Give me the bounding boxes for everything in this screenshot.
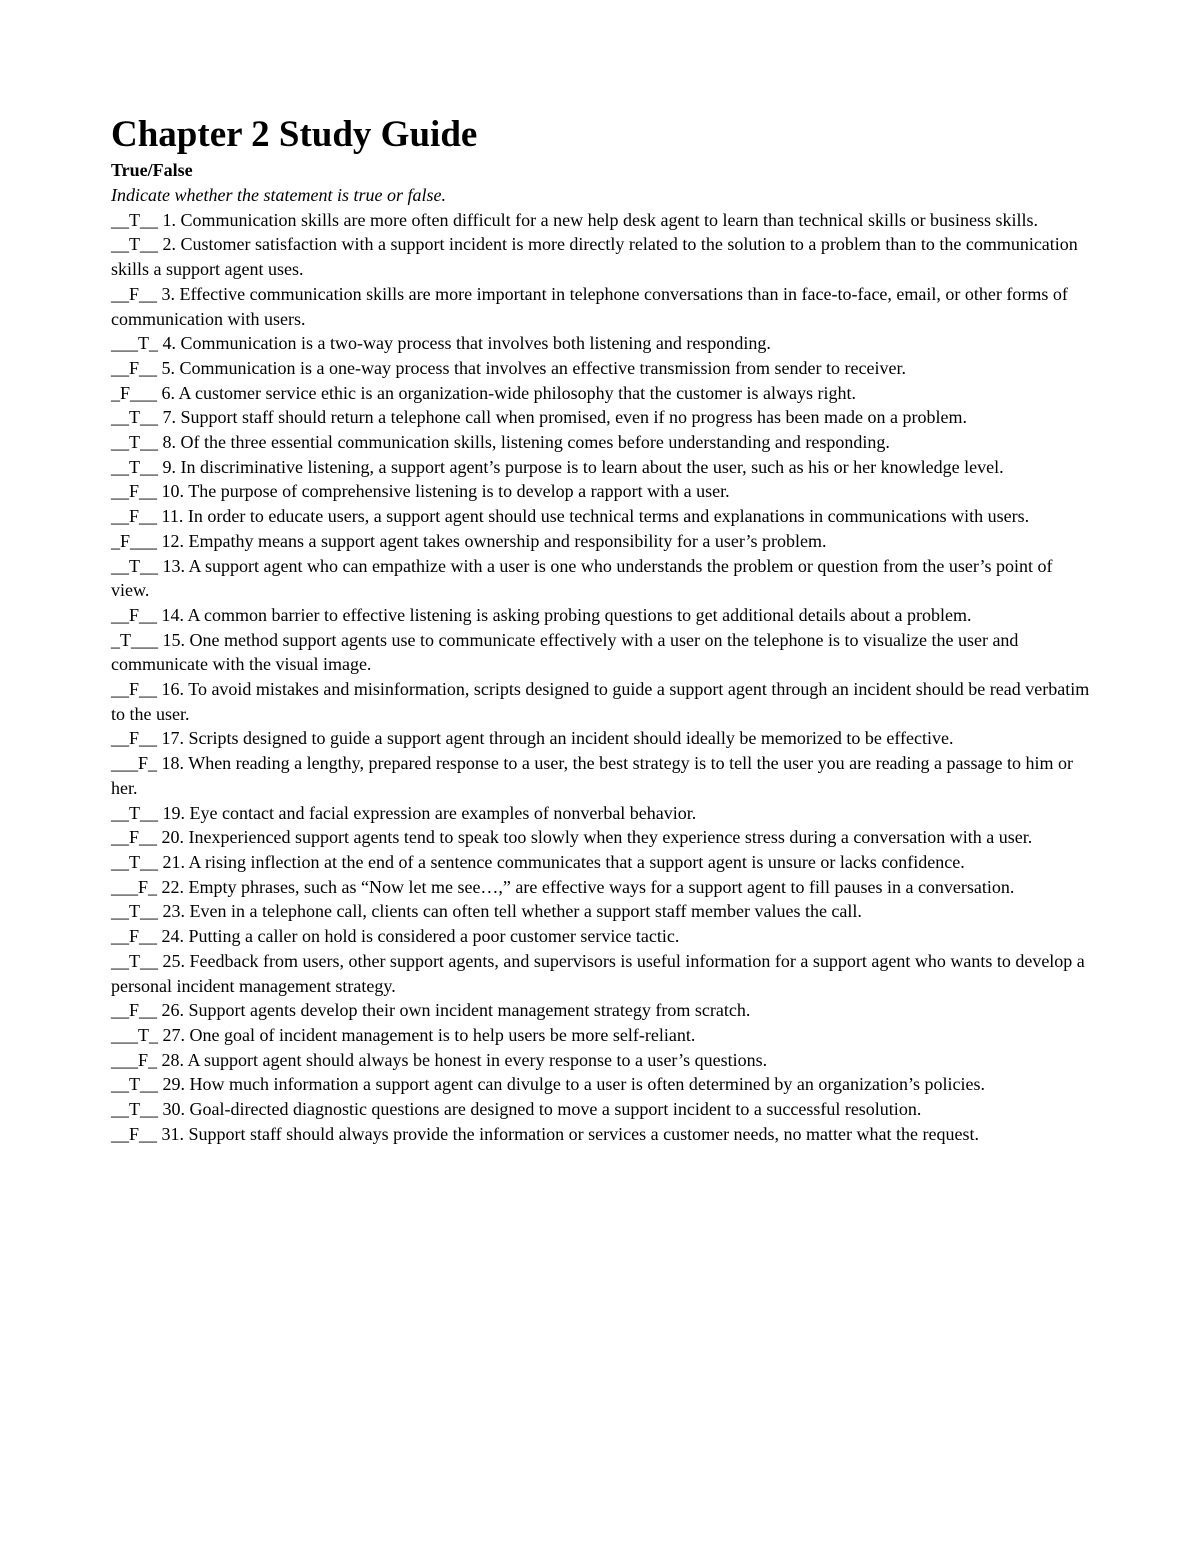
question-item (111, 1072, 1091, 1097)
question-number: 13. (162, 555, 185, 576)
question-answer: ___T_ (111, 333, 158, 354)
question-answer: __T__ (111, 851, 158, 872)
question-text: Customer satisfaction with a support incident is more directly related to the solution to a problem than to the communication skills a support agent uses. (111, 234, 1078, 280)
question-text: Communication is a two-way process that involves both listening and responding. (180, 333, 771, 354)
question-answer: __F__ (111, 728, 158, 749)
question-number: 30. (162, 1099, 185, 1120)
question-item (111, 949, 1091, 998)
question-answer: __F__ (111, 481, 158, 502)
question-answer: __T__ (111, 407, 158, 428)
question-number: 8. (162, 432, 176, 453)
question-answer: __F__ (111, 827, 158, 848)
question-answer: ___F_ (111, 1049, 158, 1070)
question-answer: __F__ (111, 1000, 158, 1021)
question-number: 3. (161, 283, 176, 304)
question-text: A support agent who can empathize with a user is one who understands the problem or question from the user’s point of view. (111, 555, 1053, 601)
question-item (111, 998, 1091, 1023)
document-title: Chapter 2 Study Guide (111, 114, 478, 155)
question-text: Communication is a one-way process that involves an effective transmission from sender to receiver. (179, 357, 906, 378)
question-item (111, 331, 1091, 356)
question-number: 31. (161, 1123, 185, 1144)
question-text: A rising inflection at the end of a sentence communicates that a support agent is unsure or lacks confidence. (188, 851, 965, 872)
question-item (111, 726, 1091, 751)
question-item (111, 1023, 1091, 1048)
question-number: 26. (161, 1000, 185, 1021)
question-answer: __F__ (111, 1123, 158, 1144)
question-number: 18. (161, 753, 185, 774)
question-item (111, 282, 1091, 331)
question-answer: __F__ (111, 679, 158, 700)
question-answer: __F__ (111, 357, 158, 378)
question-number: 16. (161, 679, 185, 700)
question-text: Empty phrases, such as “Now let me see…,” are effective ways for a support agent to fill pauses in a conversation. (188, 876, 1015, 897)
question-answer: __F__ (111, 283, 158, 304)
question-item (111, 504, 1091, 529)
question-text: A customer service ethic is an organization-wide philosophy that the customer is always right. (178, 382, 857, 403)
question-text: Support staff should always provide the information or services a customer needs, no matter what the request. (188, 1123, 979, 1144)
question-item (111, 1097, 1091, 1122)
question-text: Scripts designed to guide a support agent through an incident should ideally be memorized to be effective. (188, 728, 954, 749)
question-text: Support agents develop their own incident management strategy from scratch. (188, 1000, 751, 1021)
question-item (111, 208, 1091, 233)
question-item (111, 529, 1091, 554)
question-answer: _F___ (111, 530, 158, 551)
question-number: 25. (162, 950, 185, 971)
question-text: One goal of incident management is to help users be more self-reliant. (189, 1024, 696, 1045)
question-item (111, 554, 1091, 603)
question-text: Of the three essential communication skills, listening comes before understanding and responding. (180, 432, 890, 453)
question-answer: __T__ (111, 555, 158, 576)
question-item (111, 628, 1091, 677)
question-answer: ___T_ (111, 1024, 158, 1045)
question-answer: __T__ (111, 901, 158, 922)
question-text: A support agent should always be honest in every response to a user’s questions. (187, 1049, 768, 1070)
question-number: 27. (162, 1024, 185, 1045)
question-answer: __T__ (111, 456, 158, 477)
question-item (111, 405, 1091, 430)
question-answer: __F__ (111, 604, 158, 625)
instructions: Indicate whether the statement is true or false. (111, 185, 446, 205)
question-list (111, 208, 1091, 1147)
question-text: Eye contact and facial expression are examples of nonverbal behavior. (189, 802, 697, 823)
question-answer: __T__ (111, 209, 158, 230)
question-text: The purpose of comprehensive listening is to develop a rapport with a user. (188, 481, 730, 502)
question-answer: __F__ (111, 926, 158, 947)
question-item (111, 825, 1091, 850)
question-item (111, 677, 1091, 726)
question-text: Communication skills are more often difficult for a new help desk agent to learn than technical skills or business skills. (180, 209, 1038, 230)
question-number: 10. (161, 481, 185, 502)
question-number: 12. (161, 530, 185, 551)
question-text: When reading a lengthy, prepared response to a user, the best strategy is to tell the user you are reading a passage to him or her. (111, 753, 1074, 798)
question-text: To avoid mistakes and misinformation, scripts designed to guide a support agent through an incident should be read verbatim to the user. (111, 679, 1090, 724)
question-item (111, 801, 1091, 826)
question-answer: __T__ (111, 1074, 158, 1095)
question-number: 7. (162, 407, 176, 428)
question-item (111, 603, 1091, 628)
question-text: Empathy means a support agent takes ownership and responsibility for a user’s problem. (188, 530, 827, 551)
question-text: Goal-directed diagnostic questions are designed to move a support incident to a successful resolution. (189, 1099, 922, 1120)
question-answer: __F__ (111, 506, 158, 527)
question-number: 29. (162, 1074, 185, 1095)
question-number: 21. (162, 851, 185, 872)
question-number: 17. (161, 728, 185, 749)
question-number: 11. (161, 506, 184, 527)
question-text: In order to educate users, a support agent should use technical terms and explanations in communications with users. (187, 506, 1030, 527)
question-item (111, 875, 1091, 900)
question-number: 23. (162, 901, 185, 922)
question-answer: ___F_ (111, 876, 158, 897)
question-answer: __T__ (111, 950, 158, 971)
question-text: A common barrier to effective listening is asking probing questions to get additional details about a problem. (187, 604, 972, 625)
question-item (111, 1122, 1091, 1147)
question-answer: __T__ (111, 1099, 158, 1120)
question-item (111, 381, 1091, 406)
question-answer: _F___ (111, 382, 158, 403)
question-answer: __T__ (111, 432, 158, 453)
question-text: Effective communication skills are more important in telephone conversations than in face-to-face, email, or other forms of communication with users. (111, 283, 1068, 329)
question-text: One method support agents use to communicate effectively with a user on the telephone is to visualize the user and communicate with the visual image. (111, 629, 1019, 675)
question-number: 1. (162, 209, 176, 230)
question-item (111, 751, 1091, 800)
question-item (111, 850, 1091, 875)
question-number: 2. (162, 234, 176, 255)
question-number: 24. (161, 926, 185, 947)
question-number: 15. (162, 629, 185, 650)
question-number: 4. (162, 333, 176, 354)
question-item (111, 232, 1091, 281)
question-text: In discriminative listening, a support agent’s purpose is to learn about the user, such as his or her knowledge level. (180, 456, 1004, 477)
question-number: 9. (162, 456, 176, 477)
question-text: How much information a support agent can divulge to a user is often determined by an organization’s policies. (189, 1074, 985, 1095)
question-text: Inexperienced support agents tend to speak too slowly when they experience stress during a conversation with a user. (188, 827, 1033, 848)
question-item (111, 924, 1091, 949)
study-guide-page (111, 112, 1091, 1146)
question-item (111, 455, 1091, 480)
question-answer: ___F_ (111, 753, 158, 774)
question-number: 6. (161, 382, 176, 403)
question-item (111, 899, 1091, 924)
question-number: 28. (161, 1049, 185, 1070)
question-item (111, 356, 1091, 381)
question-answer: _T___ (111, 629, 158, 650)
question-number: 5. (161, 357, 176, 378)
question-item (111, 1048, 1091, 1073)
question-text: Putting a caller on hold is considered a poor customer service tactic. (188, 926, 680, 947)
section-heading: True/False (111, 160, 193, 180)
question-answer: __T__ (111, 802, 158, 823)
question-number: 22. (161, 876, 185, 897)
question-number: 20. (161, 827, 185, 848)
question-text: Support staff should return a telephone call when promised, even if no progress has been made on a problem. (180, 407, 967, 428)
question-text: Feedback from users, other support agents, and supervisors is useful information for a support agent who wants to develop a personal incident management strategy. (111, 950, 1085, 996)
question-number: 14. (161, 604, 185, 625)
question-number: 19. (162, 802, 185, 823)
question-item (111, 430, 1091, 455)
question-answer: __T__ (111, 234, 158, 255)
question-text: Even in a telephone call, clients can often tell whether a support staff member values the call. (189, 901, 862, 922)
question-item (111, 479, 1091, 504)
